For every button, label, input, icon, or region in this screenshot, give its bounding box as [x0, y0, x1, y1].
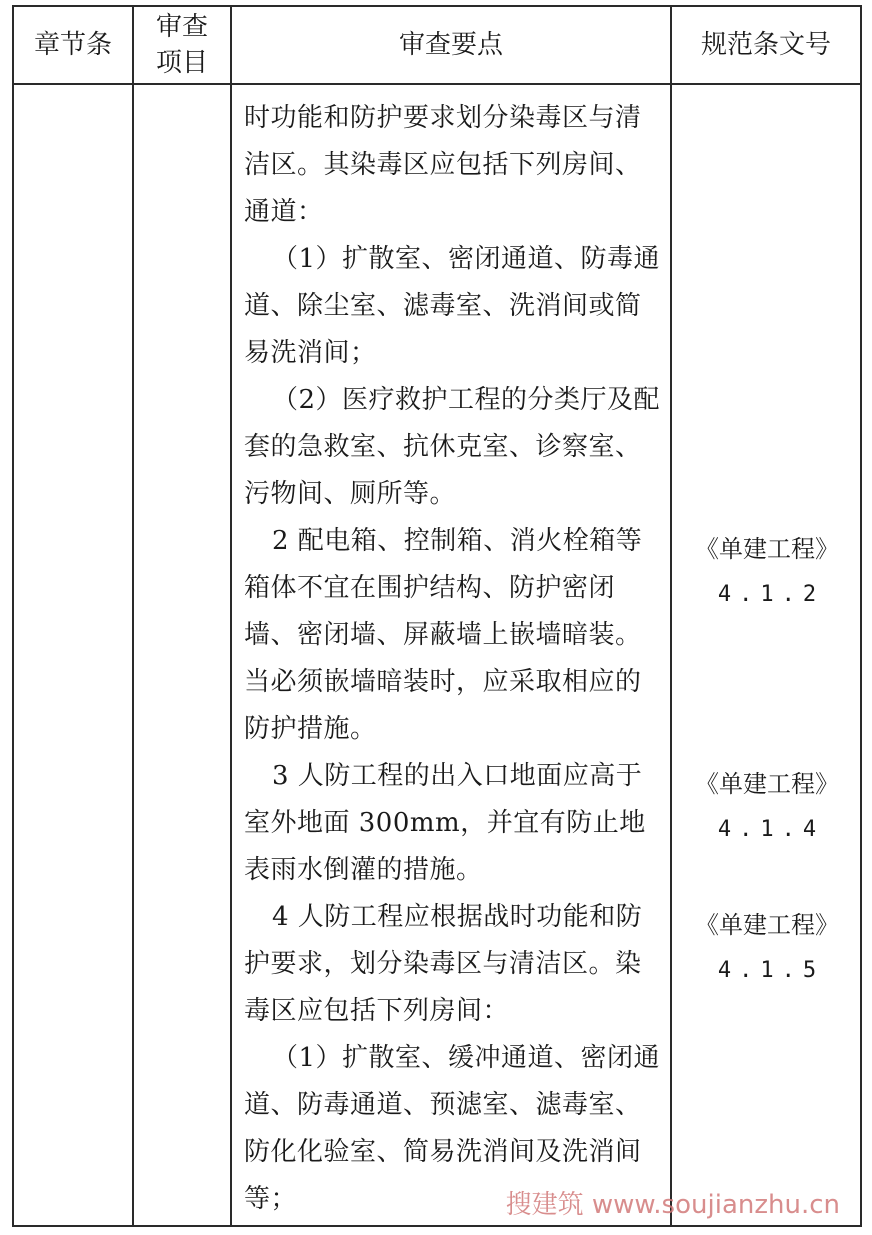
ref-code: 4.1.4 [717, 817, 825, 842]
paragraph-list-4-1: （1）扩散室、缓冲通道、密闭通道、防毒通道、预滤室、滤毒室、防化化验室、简易洗消间及洗消间等； [244, 1043, 661, 1214]
ref-entry [672, 762, 862, 852]
ref-code: 4.1.2 [717, 582, 825, 607]
header-points: 审查要点 [231, 6, 671, 84]
site-watermark: 搜建筑 www.soujianzhu.cn [505, 1190, 840, 1220]
paragraph-clause-2: 2 配电箱、控制箱、消火栓箱等箱体不宜在围护结构、防护密闭墙、密闭墙、屏蔽墙上嵌墙暗装。当必须嵌墙暗装时，应采取相应的防护措施。 [244, 526, 643, 744]
paragraph-clause-4: 4 人防工程应根据战时功能和防护要求，划分染毒区与清洁区。染毒区应包括下列房间： [244, 902, 643, 1026]
ref-entry [672, 527, 862, 617]
header-chapter: 章节条 [13, 6, 133, 84]
ref-name: 《单建工程》 [695, 770, 839, 798]
paragraph-continued: 时功能和防护要求划分染毒区与清洁区。其染毒区应包括下列房间、通道： [244, 103, 642, 227]
chapter-cell [13, 84, 133, 1226]
header-item: 审查项目 [133, 6, 231, 84]
header-ref: 规范条文号 [671, 6, 861, 84]
points-cell [231, 84, 671, 1226]
ref-entry [672, 903, 862, 993]
table-row [13, 84, 861, 1226]
ref-name: 《单建工程》 [695, 911, 839, 939]
ref-cell [671, 84, 861, 1226]
ref-code: 4.1.5 [717, 958, 825, 983]
paragraph-list-2: （2）医疗救护工程的分类厅及配套的急救室、抗休克室、诊察室、污物间、厕所等。 [244, 385, 661, 509]
review-table [12, 5, 862, 1227]
paragraph-list-1: （1）扩散室、密闭通道、防毒通道、除尘室、滤毒室、洗消间或简易洗消间； [244, 244, 661, 368]
table-header-row [13, 6, 861, 84]
item-cell [133, 84, 231, 1226]
review-table-page [12, 5, 860, 1227]
paragraph-clause-3: 3 人防工程的出入口地面应高于室外地面 300mm，并宜有防止地表雨水倒灌的措施。 [244, 761, 646, 885]
ref-name: 《单建工程》 [695, 535, 839, 563]
